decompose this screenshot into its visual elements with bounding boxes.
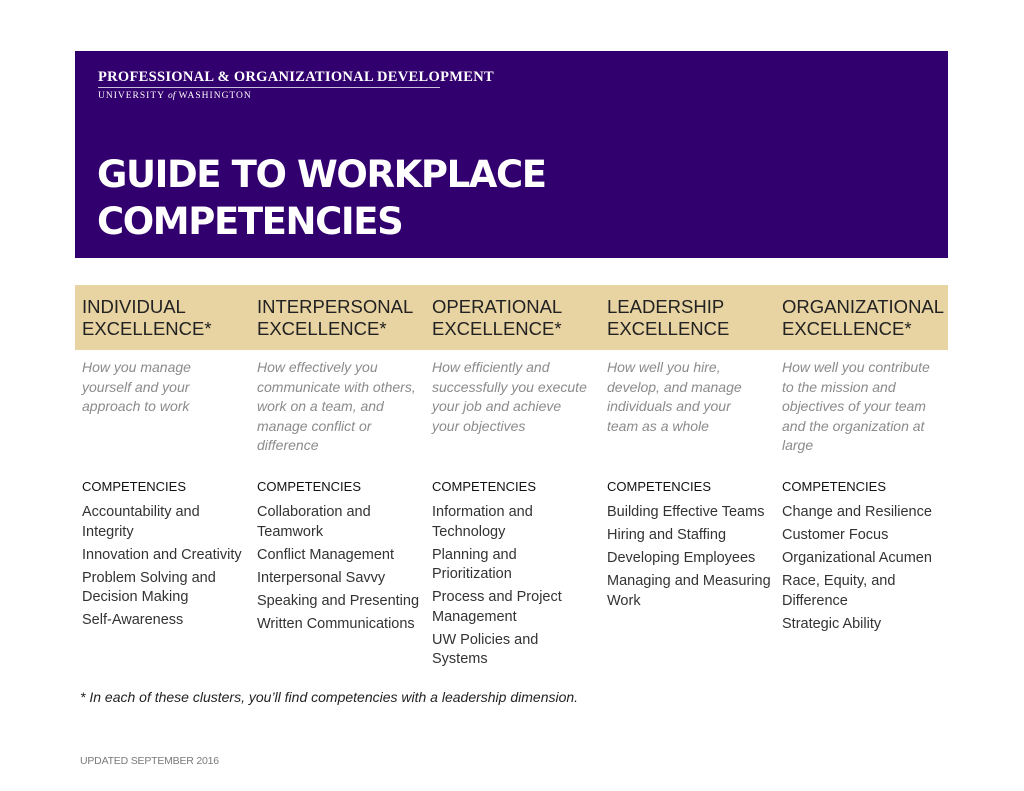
competency-item: Process and Project Management xyxy=(432,589,562,625)
university-name-pre: UNIVERSITY xyxy=(98,91,169,101)
competency-item: Collaboration and Teamwork xyxy=(257,504,371,540)
competency-list-operational xyxy=(432,503,597,673)
competency-item: Managing and Measuring Work xyxy=(607,573,771,609)
cluster-description-operational: How efficiently and successfully you execute your job and achieve your objectives xyxy=(432,359,587,434)
competency-item: UW Policies and Systems xyxy=(432,631,539,667)
competency-item: Information and Technology xyxy=(432,504,533,540)
cluster-title-organizational xyxy=(782,296,950,340)
competency-list-organizational xyxy=(782,503,944,638)
competencies-label: COMPETENCIES xyxy=(782,479,887,494)
competency-item: Change and Resilience xyxy=(782,504,932,520)
cluster-description-organizational: How well you contribute to the mission and objectives of your team and the organization at large xyxy=(782,359,930,453)
cluster-title-line1: OPERATIONAL xyxy=(432,296,563,317)
competency-item: Building Effective Teams xyxy=(607,504,765,520)
cluster-title-line2: EXCELLENCE* xyxy=(782,318,912,339)
competency-item: Race, Equity, and Difference xyxy=(782,573,896,609)
competency-item: Accountability and Integrity xyxy=(82,504,200,540)
cluster-description-interpersonal: How effectively you communicate with others, work on a team, and manage conflict or difference xyxy=(257,359,416,453)
cluster-title-line1: ORGANIZATIONAL xyxy=(782,296,945,317)
competencies-label: COMPETENCIES xyxy=(432,479,537,494)
cluster-title-line2: EXCELLENCE xyxy=(607,318,730,339)
cluster-title-line2: EXCELLENCE* xyxy=(432,318,562,339)
university-name-of: of xyxy=(168,91,176,101)
competency-item: Self-Awareness xyxy=(82,612,184,628)
competency-list-interpersonal xyxy=(257,503,422,638)
competency-item: Customer Focus xyxy=(782,527,889,543)
page-title-line2: COMPETENCIES xyxy=(97,200,403,243)
competency-item: Developing Employees xyxy=(607,550,756,566)
competency-list-leadership xyxy=(607,503,772,615)
university-name-post: WASHINGTON xyxy=(175,91,252,101)
competencies-label: COMPETENCIES xyxy=(257,479,362,494)
competency-item: Speaking and Presenting xyxy=(257,592,420,609)
page-title-line1: GUIDE TO WORKPLACE xyxy=(97,153,546,196)
page-title xyxy=(97,151,546,245)
cluster-title-line1: LEADERSHIP xyxy=(607,296,725,317)
competency-item: Innovation and Creativity xyxy=(82,546,242,563)
cluster-description-individual: How you manage yourself and your approach to work xyxy=(82,359,191,414)
cluster-title-individual xyxy=(82,296,250,340)
cluster-title-line2: EXCELLENCE* xyxy=(257,318,387,339)
competency-item: Organizational Acumen xyxy=(782,550,932,566)
cluster-description-leadership: How well you hire, develop, and manage individuals and your team as a whole xyxy=(607,359,742,434)
cluster-title-leadership xyxy=(607,296,775,340)
competency-item: Planning and Prioritization xyxy=(432,546,517,582)
competency-item: Strategic Ability xyxy=(782,615,882,632)
competencies-label: COMPETENCIES xyxy=(82,479,187,494)
org-divider xyxy=(98,87,440,88)
cluster-title-line1: INTERPERSONAL xyxy=(257,296,414,317)
org-name: PROFESSIONAL & ORGANIZATIONAL DEVELOPMENT xyxy=(98,69,494,85)
competencies-label: COMPETENCIES xyxy=(607,479,712,494)
university-name xyxy=(98,91,252,101)
cluster-title-line1: INDIVIDUAL xyxy=(82,296,186,317)
cluster-title-operational xyxy=(432,296,600,340)
cluster-title-line2: EXCELLENCE* xyxy=(82,318,212,339)
competency-item: Conflict Management xyxy=(257,546,395,563)
competency-item: Hiring and Staffing xyxy=(607,527,727,543)
cluster-title-interpersonal xyxy=(257,296,425,340)
competency-item: Written Communications xyxy=(257,615,415,632)
competency-list-individual xyxy=(82,503,247,634)
footnote: * In each of these clusters, you’ll find competencies with a leadership dimension. xyxy=(80,689,579,705)
competency-item: Problem Solving and Decision Making xyxy=(82,569,216,605)
header-banner xyxy=(75,51,948,258)
competency-item: Interpersonal Savvy xyxy=(257,569,386,586)
updated-date: UPDATED SEPTEMBER 2016 xyxy=(80,755,219,767)
